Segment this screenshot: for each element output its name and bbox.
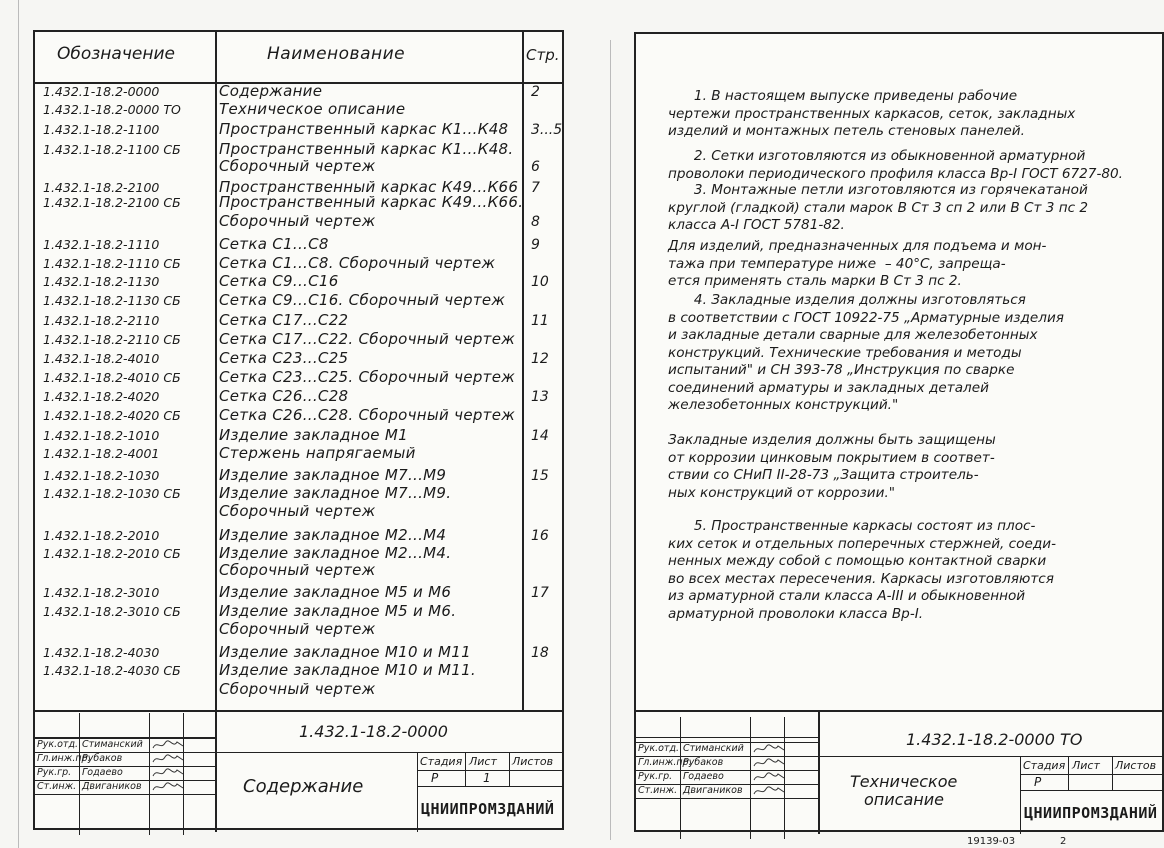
sheet-label: Лист xyxy=(1072,759,1100,772)
signature-col-line xyxy=(750,717,751,839)
sheet-label: Лист xyxy=(469,755,497,768)
row-name: Сетка С1...С8 xyxy=(219,235,329,253)
stamp-line xyxy=(1020,756,1021,834)
row-code: 1.432.1-18.2-4020 СБ xyxy=(43,408,181,423)
signature-role: Гл.инж.пр. xyxy=(37,753,91,764)
row-code: 1.432.1-18.2-2010 СБ xyxy=(43,546,181,561)
row-code: 1.432.1-18.2-1010 xyxy=(43,428,160,443)
row-name: Сборочный чертеж xyxy=(219,157,376,175)
signature-col-line xyxy=(149,713,150,835)
row-page: 2 xyxy=(531,84,540,100)
binding-line xyxy=(18,0,19,848)
row-code: 1.432.1-18.2-4030 СБ xyxy=(43,663,181,678)
row-name: Сборочный чертеж xyxy=(219,561,376,579)
signature-name: Годаево xyxy=(683,771,724,782)
signature-role: Рук.гр. xyxy=(37,767,72,778)
stamp-title: Содержание xyxy=(243,776,364,797)
row-name: Изделие закладное М7...М9 xyxy=(219,466,447,484)
row-code: 1.432.1-18.2-2100 СБ xyxy=(43,195,181,210)
row-name: Сетка С9...С16 xyxy=(219,272,339,290)
row-name: Пространственный каркас К1...К48 xyxy=(219,120,509,138)
signature-scribble-icon xyxy=(752,784,786,798)
row-code: 1.432.1-18.2-1110 xyxy=(43,237,160,252)
description-paragraph: Закладные изделия должны быть защищены от коррозии цинковым покрытием в соответ- ствии со СНиП II-28-73 „Защита строитель- ных конструкций от коррозии." xyxy=(668,432,996,501)
row-name: Изделие закладное М2...М4 xyxy=(219,526,447,544)
row-page: 17 xyxy=(531,585,549,601)
stamp-line xyxy=(217,752,564,753)
signature-col-line xyxy=(680,717,681,839)
footer-page: 2 xyxy=(1060,836,1067,847)
signature-scribble-icon xyxy=(752,770,786,784)
signature-role: Ст.инж. xyxy=(37,781,77,792)
sheets-label: Листов xyxy=(1115,759,1157,772)
row-name: Сетка С26...С28. Сборочный чертеж xyxy=(219,406,516,424)
row-name: Сетка С23...С25. Сборочный чертеж xyxy=(219,368,516,386)
stamp-line xyxy=(509,752,510,786)
row-code: 1.432.1-18.2-4001 xyxy=(43,446,160,461)
signature-name: Годаево xyxy=(82,767,123,778)
row-code: 1.432.1-18.2-1130 СБ xyxy=(43,293,181,308)
signature-role: Рук.отд. xyxy=(638,743,680,754)
signature-role: Рук.гр. xyxy=(638,771,673,782)
stamp-designation: 1.432.1-18.2-0000 xyxy=(299,722,448,741)
row-code: 1.432.1-18.2-3010 СБ xyxy=(43,604,181,619)
signature-role: Рук.отд. xyxy=(37,739,79,750)
stamp-divider xyxy=(818,710,820,834)
description-paragraph: 3. Монтажные петли изготовляются из горячекатаной круглой (гладкой) стали марок В Ст 3 сп 2 или В Ст 3 пс 2 класса А-I ГОСТ 5781-82. xyxy=(668,182,1089,233)
signature-name: Стиманский xyxy=(683,743,744,754)
signature-scribble-icon xyxy=(752,756,786,770)
row-name: Изделие закладное М10 и М11 xyxy=(219,643,471,661)
signature-scribble-icon xyxy=(752,742,786,756)
row-page: 18 xyxy=(531,645,549,661)
sheets-label: Листов xyxy=(512,755,554,768)
stamp-line xyxy=(1020,774,1164,775)
stamp-line xyxy=(417,752,418,832)
row-name: Сетка С17...С22. Сборочный чертеж xyxy=(219,330,516,348)
row-page: 14 xyxy=(531,428,549,444)
stamp-top-border xyxy=(636,710,1164,712)
row-page: 9 xyxy=(531,237,540,253)
row-code: 1.432.1-18.2-1100 СБ xyxy=(43,142,181,157)
stamp-line xyxy=(636,737,820,738)
description-paragraph: 1. В настоящем выпуске приведены рабочие чертежи пространственных каркасов, сеток, закладных изделий и монтажных петель стеновых панелей. xyxy=(668,88,1076,139)
row-name: Сборочный чертеж xyxy=(219,502,376,520)
archive-number: 19139-03 xyxy=(967,836,1016,847)
row-name: Изделие закладное М2...М4. xyxy=(219,544,452,562)
signature-col-line xyxy=(79,713,80,835)
stamp-top-border xyxy=(35,710,564,712)
stage-label: Стадия xyxy=(1023,759,1066,772)
signature-scribble-icon xyxy=(151,780,185,794)
row-page: 12 xyxy=(531,351,549,367)
stamp-line xyxy=(1020,790,1164,791)
row-code: 1.432.1-18.2-4010 СБ xyxy=(43,370,181,385)
description-paragraph: 2. Сетки изготовляются из обыкновенной арматурной проволоки периодического профиля класса Вр-I ГОСТ 6727-80. xyxy=(668,148,1123,182)
row-name: Стержень напрягаемый xyxy=(219,444,416,462)
row-name: Изделие закладное М10 и М11. xyxy=(219,661,476,679)
row-name: Пространственный каркас К49...К66 xyxy=(219,178,519,196)
column-divider xyxy=(215,32,217,712)
stamp-title-line1: Техническое xyxy=(850,772,958,791)
row-code: 1.432.1-18.2-1110 СБ xyxy=(43,256,181,271)
signature-scribble-icon xyxy=(151,738,185,752)
row-code: 1.432.1-18.2-1030 xyxy=(43,468,160,483)
row-code: 1.432.1-18.2-1030 СБ xyxy=(43,486,181,501)
row-code: 1.432.1-18.2-4030 xyxy=(43,645,160,660)
signature-name: Рубаков xyxy=(683,757,724,768)
signature-role: Гл.инж.пр. xyxy=(638,757,692,768)
row-code: 1.432.1-18.2-3010 xyxy=(43,585,160,600)
stamp-designation: 1.432.1-18.2-0000 ТО xyxy=(906,730,1083,749)
row-page: 11 xyxy=(531,313,549,329)
row-name: Изделие закладное М7...М9. xyxy=(219,484,452,502)
signature-name: Стиманский xyxy=(82,739,143,750)
stamp-line xyxy=(1112,756,1113,790)
description-paragraph: Для изделий, предназначенных для подъема и мон- тажа при температуре ниже – 40°С, запреща- ется применять сталь марки В Ст 3 пс 2. xyxy=(668,238,1047,289)
row-code: 1.432.1-18.2-4010 xyxy=(43,351,160,366)
row-code: 1.432.1-18.2-2100 xyxy=(43,180,160,195)
row-code: 1.432.1-18.2-4020 xyxy=(43,389,160,404)
column-divider xyxy=(522,32,524,712)
row-page: 13 xyxy=(531,389,549,405)
contents-sheet xyxy=(33,30,564,830)
row-code: 1.432.1-18.2-0000 xyxy=(43,84,160,99)
row-name: Изделие закладное М5 и М6. xyxy=(219,602,457,620)
binding-line xyxy=(610,40,611,840)
row-page: 3...5 xyxy=(531,122,563,138)
description-paragraph: 4. Закладные изделия должны изготовляться в соответствии с ГОСТ 10922-75 „Арматурные изделия и закладные детали сварные для железобетонных конструкций. Технические требования и методы испытаний" и СН 393-78 „Инструкция по сварке соединений арматуры и закладных деталей железобетонных конструкций." xyxy=(668,292,1064,413)
signature-name: Двигаников xyxy=(82,781,142,792)
technical-description-sheet xyxy=(634,32,1164,832)
row-name: Сетка С9...С16. Сборочный чертеж xyxy=(219,291,506,309)
row-name: Сетка С17...С22 xyxy=(219,311,349,329)
stamp-line xyxy=(1068,756,1069,790)
signature-scribble-icon xyxy=(151,766,185,780)
name-header: Наименование xyxy=(267,44,406,64)
organization-name: ЦНИИПРОМЗДАНИЙ xyxy=(1024,804,1158,822)
row-code: 1.432.1-18.2-1130 xyxy=(43,274,160,289)
stamp-line xyxy=(417,786,564,787)
row-page: 6 xyxy=(531,159,540,175)
row-page: 15 xyxy=(531,468,549,484)
row-code: 1.432.1-18.2-2010 xyxy=(43,528,160,543)
row-page: 8 xyxy=(531,214,540,230)
signature-role: Ст.инж. xyxy=(638,785,678,796)
signature-name: Двигаников xyxy=(683,785,743,796)
sheet-value: 1 xyxy=(483,771,491,785)
row-page: 10 xyxy=(531,274,549,290)
row-name: Сетка С23...С25 xyxy=(219,349,349,367)
signature-row-line xyxy=(636,798,818,799)
page-header: Стр. xyxy=(526,46,560,64)
stage-label: Стадия xyxy=(420,755,463,768)
stage-value: Р xyxy=(431,771,439,785)
row-code: 1.432.1-18.2-1100 xyxy=(43,122,160,137)
row-name: Пространственный каркас К1...К48. xyxy=(219,140,514,158)
stage-value: Р xyxy=(1034,775,1042,789)
row-name: Сетка С26...С28 xyxy=(219,387,349,405)
row-name: Содержание xyxy=(219,82,323,100)
signature-row-line xyxy=(35,794,217,795)
stamp-divider xyxy=(215,710,217,832)
row-name: Сборочный чертеж xyxy=(219,212,376,230)
row-name: Сетка С1...С8. Сборочный чертеж xyxy=(219,254,496,272)
organization-name: ЦНИИПРОМЗДАНИЙ xyxy=(421,800,555,818)
stamp-title-line2: описание xyxy=(864,790,944,809)
row-code: 1.432.1-18.2-0000 ТО xyxy=(43,102,181,117)
row-name: Сборочный чертеж xyxy=(219,680,376,698)
row-page: 7 xyxy=(531,180,540,196)
signature-scribble-icon xyxy=(151,752,185,766)
row-name: Изделие закладное М5 и М6 xyxy=(219,583,452,601)
row-page: 16 xyxy=(531,528,549,544)
row-name: Техническое описание xyxy=(219,100,406,118)
row-code: 1.432.1-18.2-2110 xyxy=(43,313,160,328)
row-name: Сборочный чертеж xyxy=(219,620,376,638)
row-code: 1.432.1-18.2-2110 СБ xyxy=(43,332,181,347)
row-name: Изделие закладное М1 xyxy=(219,426,408,444)
stamp-line xyxy=(465,752,466,786)
description-paragraph: 5. Пространственные каркасы состоят из плос- ких сеток и отдельных поперечных стержней, соеди- ненных между собой с помощью контактной сварки во всех местах пересечения. Каркасы изготовляются из арматурной стали класса А-III и обыкновенной арматурной проволоки класса Вр-I. xyxy=(668,518,1056,622)
signature-name: Рубаков xyxy=(82,753,123,764)
row-name: Пространственный каркас К49...К66. xyxy=(219,193,524,211)
designation-header: Обозначение xyxy=(57,44,175,64)
